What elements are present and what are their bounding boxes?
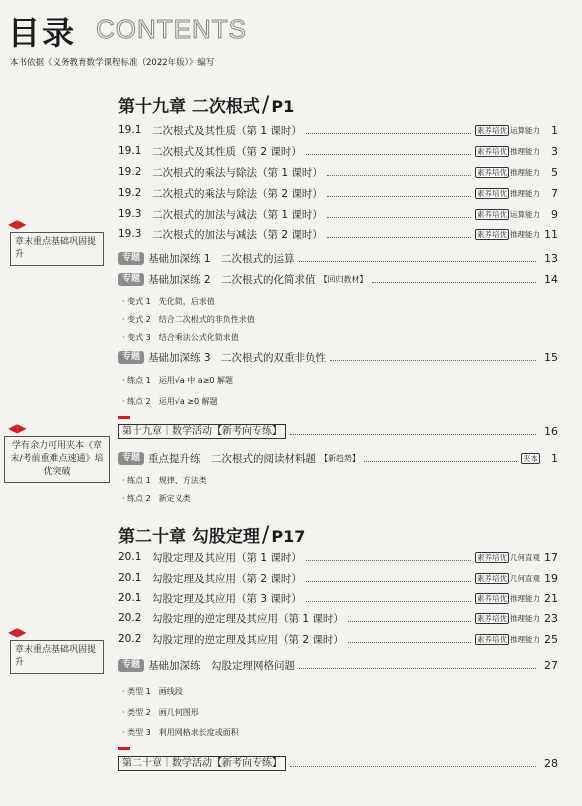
skill-name: 几何直观 — [510, 552, 540, 562]
leader-dots — [330, 360, 536, 361]
lesson-title: 二次根式及其性质（第 2 课时） — [152, 145, 302, 158]
lesson-number: 19.2 — [118, 166, 142, 178]
skill-tag-label: 素养培优 — [477, 229, 507, 239]
page-number: 5 — [551, 165, 558, 179]
skill-tag — [475, 573, 540, 584]
red-arrow-icon: ◀▶ — [8, 625, 27, 639]
chapter-19-heading: 第十九章 二次根式/ P1 — [118, 93, 295, 118]
page-number: 9 — [551, 207, 558, 221]
toc-entry[interactable] — [118, 164, 558, 180]
topic-entry[interactable] — [118, 271, 558, 287]
page-number: 19 — [544, 571, 558, 585]
chapter-20-title: 第二十章 勾股定理 — [118, 527, 260, 547]
skill-tag — [475, 634, 540, 645]
toc-entry[interactable] — [118, 206, 558, 222]
sub-item: · 变式 1 先化简，后求值 — [122, 297, 215, 306]
topic-entry[interactable] — [118, 450, 558, 466]
topic-title: 基础加深练 3 二次根式的双重非负性 — [148, 351, 327, 364]
page-number: 15 — [544, 350, 558, 364]
sub-item: · 类型 3 利用网格求长度或面积 — [122, 728, 239, 737]
topic-entry[interactable] — [118, 250, 558, 266]
sub-item: · 练点 1 规律、方法类 — [122, 476, 207, 485]
activity-label: 第十九章｜数学活动【新考向专练】 — [118, 424, 286, 439]
page-number: 14 — [544, 272, 558, 286]
lesson-number: 19.2 — [118, 187, 142, 199]
skill-tag — [475, 188, 540, 199]
skill-tag — [475, 167, 540, 178]
sub-item: · 类型 1 画线段 — [122, 687, 183, 696]
skill-tag — [475, 613, 540, 624]
topic-entry[interactable] — [118, 349, 558, 365]
lesson-title: 勾股定理的逆定理及其应用（第 2 课时） — [152, 633, 344, 646]
chapter-19-title: 第十九章 二次根式 — [118, 97, 260, 117]
leader-dots — [290, 766, 536, 767]
lesson-title: 二次根式的乘法与除法（第 2 课时） — [152, 187, 323, 200]
lesson-number: 19.1 — [118, 145, 142, 157]
skill-tag-label: 素养培优 — [477, 146, 507, 156]
sub-item: · 练点 2 新定义类 — [122, 494, 191, 503]
lesson-number: 19.3 — [118, 228, 142, 240]
chapter-19-page: P1 — [271, 97, 295, 116]
subtitle: 本书依据《义务教育数学课程标准（2022年版）》编写 — [10, 58, 215, 68]
topic-badge: 专题 — [118, 659, 144, 672]
activity-entry[interactable] — [118, 756, 558, 771]
lesson-number: 19.1 — [118, 124, 142, 136]
chapter-20-page: P17 — [271, 527, 306, 546]
skill-tag-label: 素养培优 — [477, 634, 507, 644]
skill-tag — [475, 593, 540, 604]
red-arrow-icon: ◀▶ — [8, 421, 27, 435]
page-number: 3 — [551, 144, 558, 158]
booklet-tag — [521, 453, 540, 464]
lesson-title: 二次根式的加法与减法（第 2 课时） — [152, 228, 323, 241]
leader-dots — [364, 461, 517, 462]
topic-badge: 专题 — [118, 351, 144, 364]
page-number: 13 — [544, 251, 558, 265]
topic-title: 基础加深练 1 二次根式的运算 — [148, 252, 295, 265]
toc-entry[interactable] — [118, 122, 558, 138]
skill-tag-label: 素养培优 — [477, 613, 507, 623]
topic-note: 【回归教材】 — [319, 274, 368, 284]
skill-tag-label: 素养培优 — [477, 209, 507, 219]
skill-tag-label: 素养培优 — [477, 593, 507, 603]
topic-title: 基础加深练 2 二次根式的化简求值 — [148, 273, 316, 286]
skill-tag-label: 素养培优 — [477, 573, 507, 583]
skill-name: 推理能力 — [510, 634, 540, 644]
sidenote-review: 章末重点基础巩固提升 — [10, 640, 104, 674]
lesson-title: 二次根式及其性质（第 1 课时） — [152, 124, 302, 137]
skill-name: 几何直观 — [510, 573, 540, 583]
page-title-english: CONTENTS — [96, 14, 247, 44]
sub-item: · 类型 2 画几何图形 — [122, 708, 199, 717]
skill-tag — [475, 125, 540, 136]
skill-tag-label: 素养培优 — [477, 167, 507, 177]
activity-entry[interactable] — [118, 424, 558, 439]
topic-badge: 专题 — [118, 252, 144, 265]
leader-dots — [348, 642, 471, 643]
page-number: 23 — [544, 611, 558, 625]
lesson-number: 20.1 — [118, 572, 142, 584]
toc-entry[interactable] — [118, 610, 558, 626]
red-arrow-icon: ◀▶ — [8, 217, 27, 231]
lesson-number: 19.3 — [118, 208, 142, 220]
skill-tag — [475, 209, 540, 220]
skill-tag — [475, 229, 540, 240]
leader-dots — [306, 581, 471, 582]
sidenote-booklet: 学有余力可用夹本《章末/考前重难点速通》培优突破 — [4, 436, 110, 483]
sub-item: · 练点 2 运用√a ≥0 解题 — [122, 397, 218, 406]
lesson-title: 勾股定理的逆定理及其应用（第 1 课时） — [152, 612, 344, 625]
toc-entry[interactable] — [118, 570, 558, 586]
leader-dots — [306, 133, 471, 134]
skill-name: 推理能力 — [510, 613, 540, 623]
lesson-number: 20.1 — [118, 592, 142, 604]
page-number: 1 — [551, 123, 558, 137]
skill-name: 运算能力 — [510, 209, 540, 219]
topic-note: 【新趋势】 — [320, 453, 360, 463]
leader-dots — [327, 237, 471, 238]
skill-tag — [475, 146, 540, 157]
leader-dots — [348, 621, 471, 622]
lesson-title: 勾股定理及其应用（第 2 课时） — [152, 572, 302, 585]
topic-title: 重点提升练 二次根式的阅读材料题 — [148, 452, 316, 465]
leader-dots — [327, 196, 471, 197]
activity-label: 第二十章｜数学活动【新考向专练】 — [118, 756, 286, 771]
page-number: 11 — [544, 227, 558, 241]
leader-dots — [306, 560, 471, 561]
skill-tag-label: 素养培优 — [477, 125, 507, 135]
leader-dots — [327, 175, 471, 176]
page-title: 目录 — [8, 14, 77, 52]
topic-title: 基础加深练 勾股定理网格问题 — [148, 659, 295, 672]
leader-dots — [372, 282, 536, 283]
skill-tag-label: 素养培优 — [477, 552, 507, 562]
lesson-title: 二次根式的乘法与除法（第 1 课时） — [152, 166, 323, 179]
page-number: 21 — [544, 591, 558, 605]
sub-item: · 变式 3 结合乘法公式化简求值 — [122, 333, 239, 342]
activity-marker — [118, 416, 130, 419]
leader-dots — [299, 261, 536, 262]
topic-entry[interactable] — [118, 657, 558, 673]
skill-name: 推理能力 — [510, 188, 540, 198]
sub-item: · 变式 2 结合二次根式的非负性求值 — [122, 315, 255, 324]
page-number: 1 — [551, 451, 558, 465]
skill-name: 推理能力 — [510, 167, 540, 177]
skill-tag-label: 素养培优 — [477, 188, 507, 198]
page-number: 16 — [544, 425, 558, 438]
lesson-number: 20.2 — [118, 612, 142, 624]
skill-name: 运算能力 — [510, 125, 540, 135]
page-number: 7 — [551, 186, 558, 200]
chapter-20-heading: 第二十章 勾股定理/ P17 — [118, 523, 306, 548]
skill-name: 推理能力 — [510, 146, 540, 156]
sub-item: · 练点 1 运用√a 中 a≥0 解题 — [122, 376, 234, 385]
booklet-tag-label: 夹本 — [523, 453, 538, 463]
lesson-title: 二次根式的加法与减法（第 1 课时） — [152, 208, 323, 221]
skill-name: 推理能力 — [510, 229, 540, 239]
skill-name: 推理能力 — [510, 593, 540, 603]
toc-entry[interactable] — [118, 590, 558, 606]
topic-badge: 专题 — [118, 452, 144, 465]
leader-dots — [299, 668, 536, 669]
toc-entry[interactable] — [118, 185, 558, 201]
page-number: 27 — [544, 658, 558, 672]
lesson-number: 20.1 — [118, 551, 142, 563]
lesson-title: 勾股定理及其应用（第 1 课时） — [152, 551, 302, 564]
leader-dots — [327, 217, 471, 218]
leader-dots — [306, 601, 471, 602]
sidenote-review: 章末重点基础巩固提升 — [10, 232, 104, 266]
toc-entry[interactable] — [118, 631, 558, 647]
toc-entry[interactable] — [118, 143, 558, 159]
toc-entry[interactable] — [118, 226, 558, 242]
lesson-number: 20.2 — [118, 633, 142, 645]
page-number: 17 — [544, 550, 558, 564]
skill-tag — [475, 552, 540, 563]
leader-dots — [290, 434, 536, 435]
topic-badge: 专题 — [118, 273, 144, 286]
activity-marker — [118, 747, 130, 750]
page-number: 28 — [544, 757, 558, 770]
page-number: 25 — [544, 632, 558, 646]
leader-dots — [306, 154, 471, 155]
toc-entry[interactable] — [118, 549, 558, 565]
lesson-title: 勾股定理及其应用（第 3 课时） — [152, 592, 302, 605]
